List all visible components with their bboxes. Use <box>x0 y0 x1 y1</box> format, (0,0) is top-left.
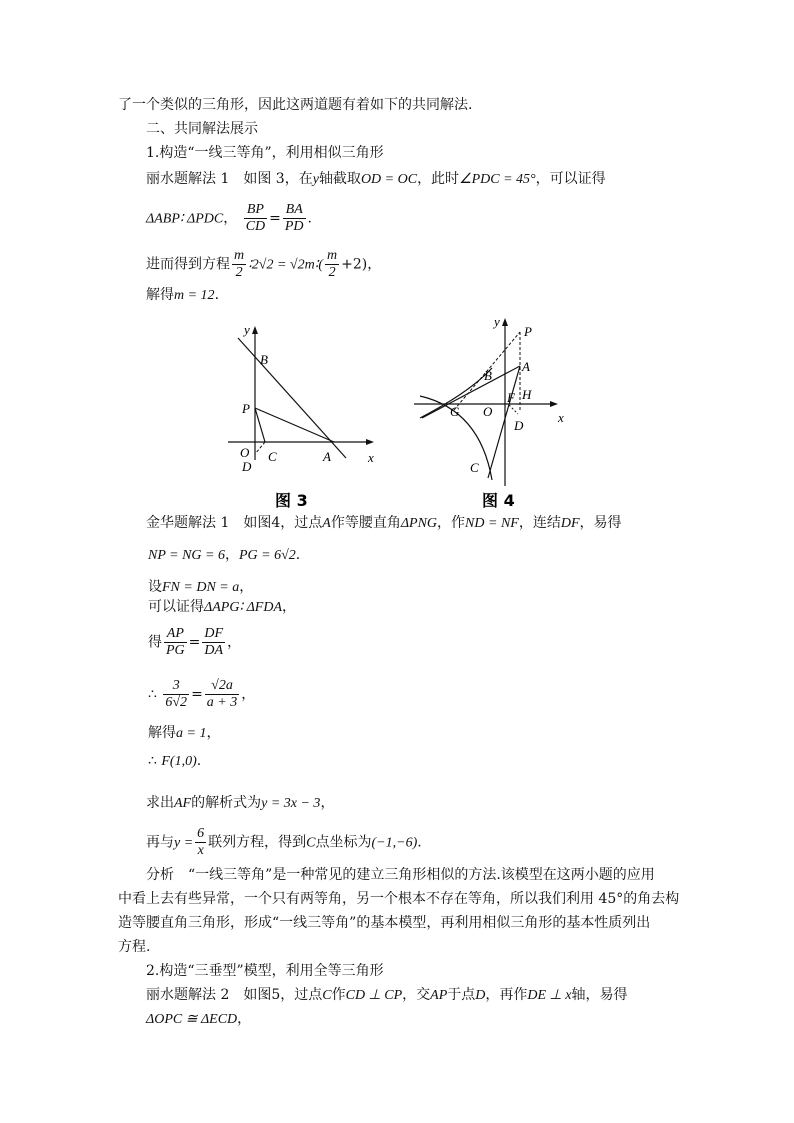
numerator: AP <box>164 626 187 643</box>
math-span: NP = NG = 6 <box>148 548 225 563</box>
text-line-lishui-2 <box>146 986 627 1005</box>
denominator: 2 <box>235 265 243 280</box>
numerator: BA <box>283 202 306 219</box>
fraction-bp-cd <box>244 202 267 235</box>
text-span: ， <box>223 210 238 227</box>
text-span: . <box>307 210 312 227</box>
figure-4-caption: 图 4 <box>482 491 515 510</box>
label-a: A <box>323 449 331 464</box>
text-span: 再与 <box>146 834 174 851</box>
denominator: PD <box>284 219 304 234</box>
numerator: 3 <box>163 678 189 695</box>
math-span: ΔPNG <box>400 516 438 531</box>
text-span: . <box>214 287 220 303</box>
label-c: C <box>470 460 479 475</box>
segment-pa <box>255 408 334 442</box>
x-axis-arrow <box>366 439 374 445</box>
numerator: m <box>234 248 245 263</box>
text-line-jinhua-1 <box>146 514 622 533</box>
segment-pc <box>255 408 265 442</box>
text-line-point-f <box>148 752 201 771</box>
segment-fd <box>509 405 518 414</box>
math-span: ∠PDC = 45° <box>459 172 536 187</box>
fraction-root2a <box>205 678 239 711</box>
text-span: 联列方程，得到 <box>208 834 307 851</box>
text-span: ，交 <box>402 987 431 1003</box>
text-span: 的解析式为 <box>191 795 262 811</box>
math-span: AF <box>174 796 192 811</box>
figure-3-caption: 图 3 <box>275 491 308 510</box>
equals: = <box>269 210 281 227</box>
denominator: 6√2 <box>165 695 188 710</box>
math-span: C <box>322 988 332 1003</box>
text-line-line-af <box>146 794 334 813</box>
text-span: ， <box>320 795 335 811</box>
text-line-prove-similar <box>148 598 296 617</box>
math-span: a = 1 <box>176 726 207 741</box>
label-x: x <box>558 410 564 425</box>
x-axis-arrow <box>550 401 558 407</box>
text-span: 得 <box>148 634 162 651</box>
text-span: ， <box>241 686 256 703</box>
text-span: . <box>196 753 202 769</box>
text-span: 进而得到方程 <box>146 256 230 273</box>
text-span: ∴ <box>148 753 157 769</box>
text-span: 解得 <box>146 287 174 303</box>
math-span: y = 3x − 3 <box>261 796 321 811</box>
math-span: F(1,0) <box>161 754 197 769</box>
text-line-substitute <box>148 678 255 711</box>
label-h: H <box>522 387 532 402</box>
text-span: 设 <box>148 579 162 595</box>
fraction-df-da <box>202 626 225 659</box>
figure-3 <box>220 320 390 510</box>
label-c: C <box>268 449 277 464</box>
math-span: D <box>475 988 486 1003</box>
label-y: y <box>244 322 250 337</box>
text-span: 点坐标为 <box>315 834 372 851</box>
text-span: 作 <box>331 987 346 1003</box>
text-line-lishui-1 <box>146 170 606 189</box>
math-span: C <box>306 835 316 851</box>
text-span: ，可以证得 <box>535 171 606 187</box>
label-p: P <box>242 401 250 416</box>
text-span: . <box>417 834 422 851</box>
label-d: D <box>242 459 252 474</box>
math-span: (−1,−6) <box>371 835 418 851</box>
math-span: AP <box>430 988 448 1003</box>
fraction-m-2b <box>325 248 339 281</box>
math-span: OD = OC <box>360 172 418 187</box>
text-line-np-ng <box>148 546 300 565</box>
math-span: ΔOPC ≅ ΔECD <box>146 1012 238 1027</box>
math-span: FN = DN = a <box>162 580 240 595</box>
label-b: B <box>260 352 268 367</box>
text-span: 求出 <box>146 795 174 811</box>
text-line-similar-abp-pdc <box>146 202 312 235</box>
text-span: ，作 <box>437 515 466 531</box>
text-span: ，易得 <box>579 515 622 531</box>
text-span: 作等腰直角 <box>330 515 401 531</box>
text-span: ， <box>237 1011 252 1027</box>
fraction-ba-pd <box>283 202 306 235</box>
math-span: DE ⊥ x <box>527 988 572 1003</box>
text-line-set-fn <box>148 578 253 597</box>
text-span: . <box>295 547 301 563</box>
numerator: 6 <box>197 826 205 841</box>
text-span: 丽水题解法 1 如图 3，在 <box>146 171 313 187</box>
numerator: m <box>327 248 338 263</box>
denominator: x <box>197 843 204 858</box>
fraction-ap-pg <box>164 626 187 659</box>
math-span: y = <box>174 835 194 851</box>
math-span: DF <box>560 516 580 531</box>
text-span: ， <box>224 547 239 563</box>
text-line-equation <box>146 248 381 281</box>
text-line-solve-m <box>146 286 219 305</box>
text-span: 丽水题解法 2 如图5，过点 <box>146 987 323 1003</box>
text-span: ， <box>282 599 297 615</box>
text-line-solve-a <box>148 724 220 743</box>
label-x: x <box>368 450 374 465</box>
numerator: BP <box>244 202 267 219</box>
label-b: B <box>484 368 492 383</box>
text-line-point-c <box>146 826 422 859</box>
text-line-ratio <box>148 626 241 659</box>
label-d: D <box>514 418 524 433</box>
text-span: ∴ <box>148 686 157 703</box>
text-span: ，此时 <box>417 171 460 187</box>
subheading-method-2: 2.构造“三垂型”模型，利用全等三角形 <box>146 963 384 979</box>
y-axis-arrow <box>502 318 508 326</box>
text-span: ， <box>227 634 242 651</box>
segment-cd <box>255 442 265 454</box>
equals: = <box>188 634 201 651</box>
paragraph-analysis-line-3: 造等腰直角三角形，形成“一线三等角”的基本模型，再利用相似三角形的基本性质列出 <box>118 915 651 931</box>
denominator: PG <box>166 643 185 658</box>
label-p: P <box>524 324 532 339</box>
math-span: A <box>322 516 331 531</box>
text-span: 轴，易得 <box>571 987 628 1003</box>
label-a: A <box>522 359 530 374</box>
subheading-method-1: 1.构造“一线三等角”，利用相似三角形 <box>146 145 384 161</box>
text-span: 于点 <box>447 987 476 1003</box>
math-span: PG = 6√2 <box>238 548 296 563</box>
numerator: DF <box>204 626 224 641</box>
label-o: O <box>483 404 493 419</box>
math-span: ND = NF <box>465 516 519 531</box>
text-span: 解得 <box>148 725 176 741</box>
text-span: ， <box>206 725 221 741</box>
text-span: +2)， <box>341 256 382 273</box>
paragraph-analysis-line-4: 方程. <box>118 939 151 955</box>
numerator: √2a <box>205 678 239 695</box>
denominator: a + 3 <box>206 695 238 710</box>
math-span: ΔABP∶ ΔPDC <box>146 211 224 227</box>
text-line-congruent <box>146 1010 251 1029</box>
text-span: ， <box>239 579 254 595</box>
y-axis-arrow <box>252 326 258 334</box>
text-span: 金华题解法 1 如图4，过点 <box>146 515 323 531</box>
denominator: 2 <box>328 265 336 280</box>
math-span: m = 12 <box>174 288 215 303</box>
denominator: DA <box>204 643 224 658</box>
section-heading-2: 二、共同解法展示 <box>146 121 258 137</box>
label-g: G <box>450 404 460 419</box>
paragraph-analysis-line-1: 分析 “一线三等角”是一种常见的建立三角形相似的方法.该模型在这两小题的应用 <box>146 867 655 883</box>
equals: = <box>191 686 203 703</box>
text-line-intro: 了一个类似的三角形，因此这两道题有着如下的共同解法. <box>118 97 473 113</box>
text-span: ，再作 <box>485 987 528 1003</box>
figure-4 <box>410 310 580 510</box>
text-span: ，连结 <box>518 515 561 531</box>
math-span: y <box>312 172 319 187</box>
label-y: y <box>494 314 500 329</box>
text-span: 轴截取 <box>318 171 361 187</box>
math-span: ΔAPG∶ ΔFDA <box>204 600 283 615</box>
math-span: ∶2√2 = √2m∶( <box>248 257 323 273</box>
label-f: F <box>507 390 515 405</box>
text-span: 可以证得 <box>148 599 204 615</box>
label-o: O <box>240 445 250 460</box>
fraction-3-6root2 <box>163 678 189 711</box>
fraction-6-x <box>195 826 206 859</box>
math-span: CD ⊥ CP <box>345 988 403 1003</box>
denominator: CD <box>245 219 266 234</box>
paragraph-analysis-line-2: 中看上去有些异常，一个只有两等角，另一个根本不存在等角，所以我们利用 45°的角去构 <box>118 891 680 907</box>
fraction-m-2 <box>232 248 246 281</box>
